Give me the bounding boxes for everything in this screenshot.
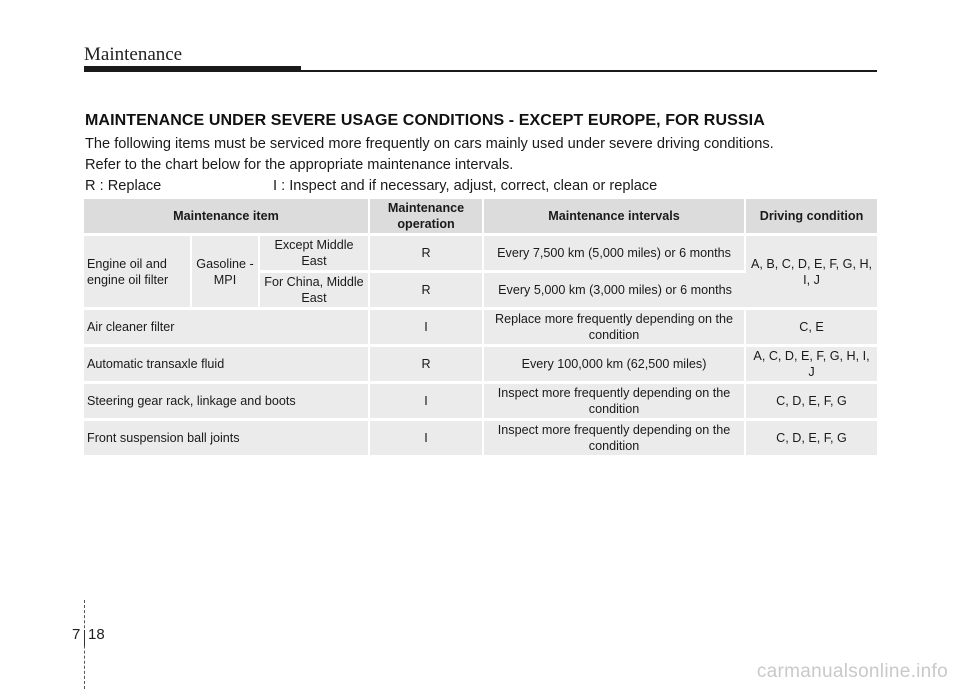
engine-oil-item: Engine oil and engine oil filter (84, 236, 192, 310)
table-row (84, 347, 877, 384)
engine-oil-interval-2: Every 5,000 km (3,000 miles) or 6 months (484, 273, 746, 310)
row-item: Front suspension ball joints (84, 421, 370, 458)
header-maintenance-intervals: Maintenance intervals (484, 199, 746, 236)
legend-replace: R : Replace (85, 178, 162, 194)
section-title: Maintenance (84, 44, 183, 65)
row-operation: I (370, 384, 484, 421)
header-driving-condition: Driving condition (746, 199, 877, 236)
engine-oil-fuel-type: Gasoline - MPI (192, 236, 260, 310)
row-condition: A, C, D, E, F, G, H, I, J (746, 347, 877, 384)
table-row (84, 310, 877, 347)
table-row (84, 421, 877, 458)
row-condition: C, D, E, F, G (746, 421, 877, 458)
header-rule-thick (84, 66, 301, 72)
row-operation: R (370, 347, 484, 384)
maintenance-table (84, 199, 877, 458)
header-maintenance-item: Maintenance item (84, 199, 370, 236)
engine-oil-operation-2: R (370, 273, 484, 310)
engine-oil-region-1: Except Middle East (260, 236, 370, 273)
legend-line (85, 178, 658, 194)
row-operation: I (370, 310, 484, 347)
engine-oil-interval-1: Every 7,500 km (5,000 miles) or 6 months (484, 236, 746, 273)
row-interval: Every 100,000 km (62,500 miles) (484, 347, 746, 384)
row-condition: C, D, E, F, G (746, 384, 877, 421)
row-item: Air cleaner filter (84, 310, 370, 347)
engine-oil-condition: A, B, C, D, E, F, G, H, I, J (746, 236, 877, 310)
row-operation: I (370, 421, 484, 458)
engine-oil-operation-1: R (370, 236, 484, 273)
row-interval: Replace more frequently depending on the condition (484, 310, 746, 347)
page-heading: MAINTENANCE UNDER SEVERE USAGE CONDITIONS - EXCEPT EUROPE, FOR RUSSIA (85, 112, 765, 129)
engine-oil-region-2: For China, Middle East (260, 273, 370, 310)
page-number-separator (84, 630, 85, 646)
header-maintenance-operation: Maintenance operation (370, 199, 484, 236)
row-interval: Inspect more frequently depending on the condition (484, 384, 746, 421)
intro-line-2: Refer to the chart below for the appropriate maintenance intervals. (85, 157, 514, 173)
row-item: Steering gear rack, linkage and boots (84, 384, 370, 421)
row-interval: Inspect more frequently depending on the condition (484, 421, 746, 458)
page-number: 18 (88, 626, 105, 643)
table-header-row (84, 199, 877, 236)
chapter-number: 7 (72, 626, 81, 643)
watermark: carmanualsonline.info (756, 661, 948, 682)
header-rule-thin (301, 70, 877, 72)
table-row (84, 384, 877, 421)
intro-line-1: The following items must be serviced more frequently on cars mainly used under severe driving conditions. (85, 136, 774, 152)
row-condition: C, E (746, 310, 877, 347)
row-item: Automatic transaxle fluid (84, 347, 370, 384)
table-row (84, 236, 877, 273)
legend-inspect: I : Inspect and if necessary, adjust, correct, clean or replace (273, 178, 658, 194)
